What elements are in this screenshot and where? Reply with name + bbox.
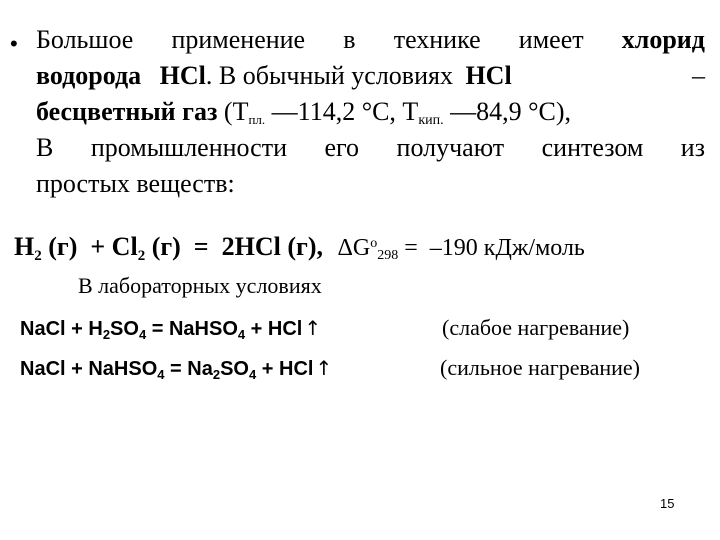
subscript: 298	[377, 248, 399, 263]
bold-term: хлорид	[621, 25, 705, 54]
formula-part: (г) = 2HCl (г),	[145, 232, 323, 261]
word: В	[36, 133, 54, 162]
synthesis-equation	[14, 224, 714, 276]
word: его	[324, 133, 360, 162]
formula-part: = NaHSO	[146, 318, 238, 340]
formula-part: + HCl	[256, 358, 314, 380]
subscript: 2	[137, 248, 146, 264]
formula-hcl: HCl	[465, 61, 512, 90]
formula-part: + HCl	[245, 318, 303, 340]
subscript: пл.	[248, 112, 266, 127]
reaction-1	[20, 312, 720, 351]
word: технике	[393, 25, 481, 54]
text: (Т	[223, 97, 249, 126]
bullet-icon: •	[10, 31, 18, 56]
formula-part: NaCl + NaHSO	[20, 358, 158, 380]
reaction-condition: (сильное нагревание)	[440, 355, 641, 380]
formula-part: H	[14, 232, 35, 261]
paragraph-line-4	[36, 130, 705, 166]
text: —84,9 °С),	[450, 97, 572, 126]
text: . В обычный условиях	[205, 61, 453, 90]
text: —114,2 °С, Т	[271, 97, 419, 126]
paragraph-line-1	[36, 22, 705, 58]
subscript: 2	[212, 367, 221, 382]
word: промышленности	[90, 133, 287, 162]
word: применение	[171, 25, 306, 54]
up-arrow-icon: ↑	[304, 316, 322, 340]
formula-part: SO	[220, 358, 249, 380]
formula-part: = Na	[164, 358, 213, 380]
subscript: 4	[237, 327, 246, 342]
paragraph-line-2	[36, 58, 705, 94]
subscript: 4	[249, 367, 257, 382]
word: получают	[396, 133, 505, 162]
energy-value: = –190 кДж/моль	[398, 235, 585, 261]
gibbs-energy	[337, 235, 584, 261]
reaction-2	[20, 352, 720, 391]
bold-term: бесцветный газ	[36, 97, 218, 126]
word: синтезом	[541, 133, 644, 162]
subscript: 4	[157, 367, 165, 382]
delta-g: ΔG	[337, 235, 371, 261]
word: из	[680, 133, 705, 162]
subscript: 2	[102, 327, 111, 342]
subscript: 2	[34, 248, 42, 264]
bold-term: водорода	[36, 61, 142, 90]
superscript: o	[370, 236, 378, 251]
formula-part: SO	[110, 318, 139, 340]
word: в	[343, 25, 356, 54]
page-number: 15	[660, 496, 675, 511]
paragraph-line-5: простых веществ:	[36, 169, 235, 198]
formula-part: (г) + Cl	[41, 232, 138, 261]
lab-conditions-heading: В лабораторных условиях	[78, 273, 322, 298]
formula-hcl: HCl	[159, 61, 206, 90]
up-arrow-icon: ↑	[315, 356, 333, 380]
formula-part: NaCl + H	[20, 318, 103, 340]
subscript: кип.	[418, 113, 444, 128]
word: имеет	[518, 25, 584, 54]
word: Большое	[36, 25, 134, 54]
dash: –	[692, 61, 705, 90]
reaction-condition: (слабое нагревание)	[442, 315, 630, 340]
subscript: 4	[138, 327, 147, 342]
